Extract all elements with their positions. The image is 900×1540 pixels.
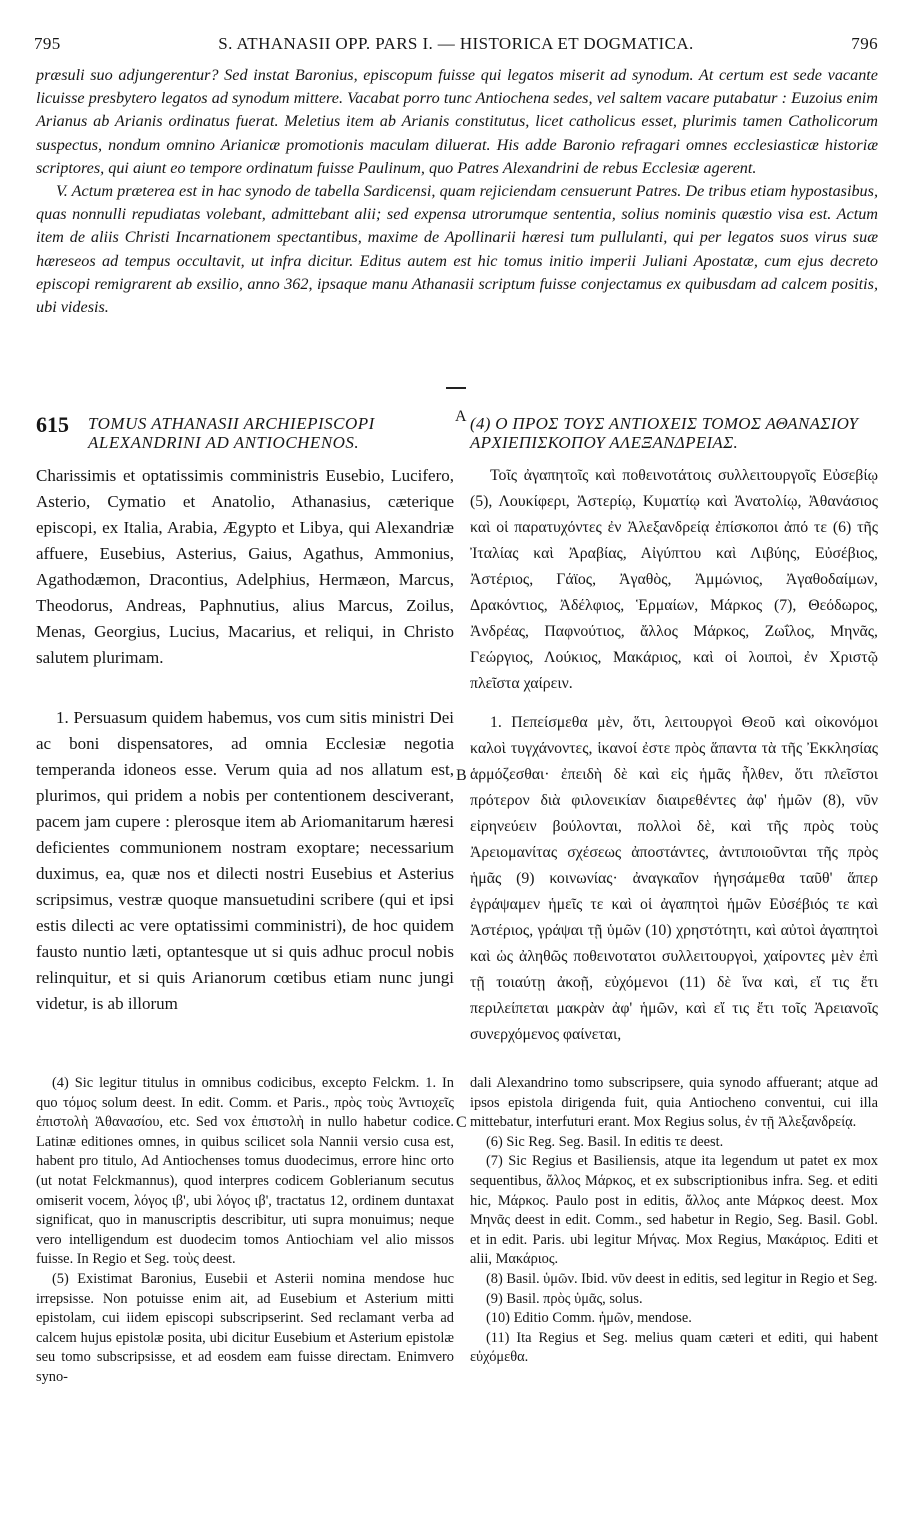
footnotes-right	[470, 1074, 878, 1368]
column-number: 615	[36, 412, 69, 437]
footnote-6: (6) Sic Reg. Seg. Basil. In editis τε deest.	[486, 1133, 724, 1150]
footnote-7: (7) Sic Regius et Basiliensis, atque ita legendum ut patet ex mox sequentibus, ἄλλος Μάρκος, et ex subscriptionibus infra. Seg. et editi hic, Μάρκος. Paulo post in editis, ἄλλος ante Μάρκος deest. Mox Μηνᾶς deest in edit. Comm., sed habetur in Regio, Seg. Basil. Gobl. et in edit. Paris. ubi legitur Μήνας. Mox Regius, Μακάριος. Editi et alii, Μακάριος.	[470, 1153, 878, 1268]
footnote-5: (5) Existimat Baronius, Eusebii et Asterii nomina mendose huc irrepsisse. Non potuisse enim ait, ad Eusebium et Asterium mitti epistolam, cui iidem episcopi subscripserint. Sed reclamant verba ad calcem hujus epistolæ posita, ubi dicitur Eusebium et Asterium epistolæ seu tomo subscripsisse, et ad eosdem eam fuisse directam. Enimvero syno-	[36, 1270, 454, 1385]
intro-paragraph-2: V. Actum præterea est in hac synodo de tabella Sardicensi, quam rejiciendam censuerunt Patres. De tribus etiam hypostasibus, quas nonnulli repudiatas volebant, admittebant alii; sed expensa utrorumque sententia, solius nominis quæstio visa est. Actum item de aliis Christi Incarnationem spectantibus, maxime de Apollinarii hæresi tum pullulanti, qui per legatos suos virus suæ hæreseos ad tempus occultavit, ut infra dicitur. Editus autem est hic tomus initio imperii Juliani Apostatæ, cum ejus decreto episcopi remigrarent ab exsilio, anno 362, ipsaque manu Athanasii scriptum fuisse conjectamus ex quibusdam ad calcem positis, ubi videsis.	[36, 182, 878, 317]
greek-salutation	[470, 463, 878, 697]
footnote-10: (10) Editio Comm. ἡμῶν, mendose.	[486, 1310, 692, 1327]
page-number-right: 796	[851, 34, 878, 53]
greek-paragraph-1-text: 1. Πεπείσμεθα μὲν, ὅτι, λειτουργοὶ Θεοῦ καὶ οἰκονόμοι καλοὶ τυγχάνοντες, ἱκανοί ἐστε πρὸς ἅπαντα τὰ τῆς Ἐκκλησίας ἁρμόζεσθαι· ἐπειδὴ δὲ καὶ εἰς ἡμᾶς ἦλθεν, ὅτι πλεῖστοι πρότερον διὰ φιλονεικίαν διαιρεθέντες ἀφ' ἡμῶν (8), νῦν εἰρηνεύειν βούλονται, πολλοὶ δὲ, καὶ τῆς πρὸς τοὺς Ἀρειομανίτας σχέσεως ἀποστάντες, ἀντιποιοῦνται τῆς πρὸς ἡμᾶς (9) κοινωνίας· ἀναγκαῖον ἡγησάμεθα ταῦθ' ἅπερ ἐγράψαμεν ἡμεῖς τε καὶ οἱ ἀγαπητοὶ ἡμῶν Εὐσέβιός τε καὶ Ἀστέριος, γράψαι τῇ ὑμῶν (10) χρηστότητι, καὶ αὐτοὶ ἀγαπητοὶ καὶ ὡς ἀληθῶς ποθεινοτατοι συλλειτουργοὶ, χαίροντες μὲν ἐπὶ τῇ τοιαύτῃ ἀκοῇ, εὐχόμενοι (11) δὲ ἵνα καὶ, εἴ τις ἔτι περιλείπεται μακρὰν ἀφ' ἡμῶν, καὶ εἴ τις ἔτι τοῖς Ἀρειανοῖς συνερχόμενος φαίνεται,	[470, 714, 878, 1043]
latin-salutation	[36, 463, 454, 671]
intro-paragraph-1: præsuli suo adjungerentur? Sed instat Baronius, episcopum fuisse qui legatos miserit ad synodum. At certum est sede vacante licuisse presbytero legatos ad synodum mittere. Vacabat porro tunc Antiochena sedes, vel saltem vacare putabatur : Euzoius enim Arianus ab Arianis ordinatus fuerat. Meletius item ab Arianis constitutus, licet catholicus esset, plurimis tamen Catholicorum suspectus, nondum omnino Arianicæ promotionis maculam diluerat. His adde Baronio refragari omnes ecclesiasticæ historiæ scriptores, qui aiunt eo tempore ordinatum fuisse Paulinum, quo Patres Alexandrini de rebus Ecclesiæ agerent.	[36, 66, 878, 177]
margin-letter-a: A	[455, 408, 467, 425]
footnote-8: (8) Basil. ὑμῶν. Ibid. νῦν deest in editis, sed legitur in Regio et Seg.	[486, 1270, 878, 1287]
greek-title: (4) Ο ΠΡΟΣ ΤΟΥΣ ΑΝΤΙΟΧΕΙΣ ΤΟΜΟΣ ΑΘΑΝΑΣΙΟΥ ΑΡΧΙΕΠΙΣΚΟΠΟΥ ΑΛΕΞΑΝΔΡΕΙΑΣ.	[470, 414, 859, 452]
latin-title: TOMUS ATHANASII ARCHIEPISCOPI ALEXANDRINI AD ANTIOCHENOS.	[88, 414, 375, 452]
latin-salutation-text: Charissimis et optatissimis comministris Eusebio, Lucifero, Asterio, Cymatio et Anatolio, Athanasius, cæterique episcopi, ex Italia, Arabia, Ægypto et Libya, qui Alexandriæ affuere, Eusebius, Asterius, Gaius, Agathus, Ammonius, Agathodæmon, Dracontius, Adelphius, Hermæon, Marcus, Theodorus, Andreas, Paphnutius, alius Marcus, Zoilus, Menas, Georgius, Lucius, Macarius, et reliqui, in Christo salutem plurimam.	[36, 466, 454, 667]
greek-salutation-text: Τοῖς ἀγαπητοῖς καὶ ποθεινοτάτοις συλλειτουργοῖς Εὐσεβίῳ (5), Λουκίφερι, Ἀστερίῳ, Κυματίῳ καὶ Ἀνατολίῳ, Ἀθανάσιος καὶ οἱ παρατυχόντες ἐν Ἀλεξανδρείᾳ ἐπίσκοποι ἀπό τε (6) τῆς Ἰταλίας καὶ Ἀραβίας, Αἰγύπτου καὶ Λιβύης, Εὐσέβιος, Ἀστέριος, Γάϊος, Ἀγαθὸς, Ἀμμώνιος, Ἀγαθοδαίμων, Δρακόντιος, Ἀδέλφιος, Ἑρμαίων, Μάρκος (7), Θεόδωρος, Ἀνδρέας, Παφνούτιος, ἄλλος Μάρκος, Ζωΐλος, Μηνᾶς, Γεώργιος, Λούκιος, Μακάριος, καὶ οἱ λοιποὶ, ἐν Χριστῷ πλεῖστα χαίρειν.	[470, 467, 878, 692]
footnote-9: (9) Basil. πρὸς ὑμᾶς, solus.	[486, 1290, 643, 1307]
footnote-11: (11) Ita Regius et Seg. melius quam cæteri et editi, qui habent εὐχόμεθα.	[470, 1329, 878, 1366]
introduction	[36, 64, 878, 319]
page-number-left: 795	[34, 34, 61, 53]
section-divider	[446, 387, 466, 389]
margin-letter-c: C	[456, 1114, 467, 1131]
greek-paragraph-1	[470, 710, 878, 1048]
running-head	[34, 34, 878, 58]
running-title: S. ATHANASII OPP. PARS I. — HISTORICA ET DOGMATICA.	[218, 34, 694, 53]
footnote-4: (4) Sic legitur titulus in omnibus codicibus, excepto Felckm. 1. In quo τόμος solum deest. In edit. Comm. et Paris., πρὸς τοὺς Ἀντιοχεῖς ἐπιστολὴ Ἀθανασίου, etc. Sed vox ἐπιστολὴ in nullo habetur codice. Latinæ editiones omnes, in quibus scilicet sola Nannii versio cusa est, habent pro titulo, Ad Antiochenses tomus duodecimus, errore hinc orto (ut notat Felckmannus), quod interpres codicem Goblerianum secutus omiserit vocem, λόγος ιβ', ubi λόγος ιβ', tractatus 12, ordinem duntaxat significat, quo in manuscriptis describitur, uti supra monuimus; neque vero intelligendum est duodecim tomos Antiochiam vel alio missos fuisse. In Regio et Seg. τοὺς deest.	[36, 1075, 454, 1268]
footnote-5-continued: dali Alexandrino tomo subscripsere, quia synodo affuerant; atque ad ipsos epistola dirigenda fuit, quia Antiocheno conventui, cui illa mittebatur, interfuturi erant. Mox Regius solus, ἐν τῇ Ἀλεξανδρείᾳ.	[470, 1075, 878, 1131]
footnotes-left	[36, 1074, 454, 1388]
margin-letter-b: B	[456, 767, 467, 784]
latin-paragraph-1	[36, 705, 454, 1017]
latin-paragraph-1-text: 1. Persuasum quidem habemus, vos cum sitis ministri Dei ac boni dispensatores, ad omnia Ecclesiæ negotia temperanda idoneos esse. Verum quia ad nos allatum est, plurimos, qui pridem a nobis per contentionem desciverant, pacem jam cupere : plerosque item ab Ariomanitarum hæresi deficientes communionem nostram exoptare; necessarium duximus, ea, quæ nos et dilecti nostri Eusebius et Asterius scripsimus, vestræ quoque mansuetudini scribere (qui et ipsi estis dilecti ac vere optatissimi comministri), de hoc quidem fausto nuntio læti, optantesque ut si quis adhuc procul nobis relinquitur, et si quis Arianorum cœtibus etiam nunc jungi videtur, is ab illorum	[36, 708, 454, 1013]
